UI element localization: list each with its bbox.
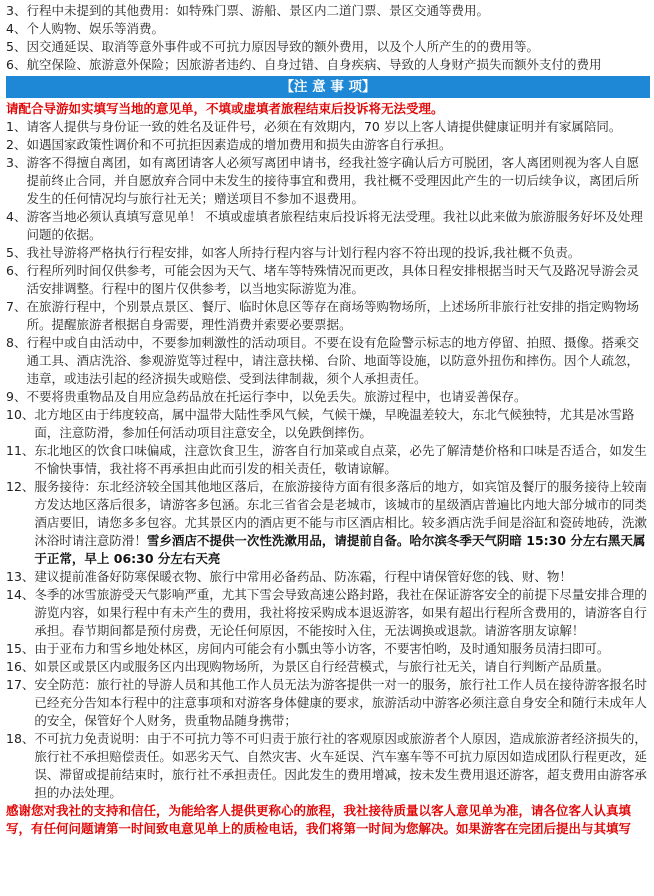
item-text: 东北地区的饮食口味偏咸，注意饮食卫生，游客自行加菜或自点菜，必先了解清楚价格和口味是否适合，如发生不愉快事情，我社将不再承担由此而引发的相关责任，敬请谅解。 <box>34 443 647 476</box>
item-number: 4、 <box>6 209 27 224</box>
list-item <box>6 658 650 676</box>
section-title-banner: 【注 意 事 项】 <box>6 76 650 98</box>
item-number: 13、 <box>6 569 35 584</box>
list-item <box>6 56 650 74</box>
item-text: 我社导游将严格执行行程安排，如客人所持行程内容与计划行程内容不符出现的投诉,我社概不负责。 <box>26 245 581 260</box>
footer-notice: 感谢您对我社的支持和信任，为能给客人提供更称心的旅程，我社接待质量以客人意见单为准，请各位客人认真填写，有任何问题请第一时间致电意见单上的质检电话，我们将第一时间为您解决。如果游客在完团后提出与其填写 <box>6 803 632 836</box>
list-item <box>6 298 650 334</box>
excluded-costs-list <box>6 2 650 74</box>
item-number: 7、 <box>6 299 27 314</box>
item-number: 15、 <box>6 641 35 656</box>
list-item <box>6 730 650 802</box>
list-item <box>6 118 650 136</box>
list-item <box>6 2 650 20</box>
item-text: 因交通延误、取消等意外事件或不可抗力原因导致的额外费用，以及个人所产生的的费用等。 <box>26 39 539 54</box>
item-text: 行程中或自由活动中，不要参加刺激性的活动项目。不要在设有危险警示标志的地方停留、拍照、摄像。搭乘交通工具、酒店洗浴、参观游览等过程中，请注意扶梯、台阶、地面等设施，以防意外扭伤和摔伤。因个人疏忽，违章，或违法引起的经济损失或赔偿、受到法律制裁，须个人承担责任。 <box>26 335 639 386</box>
item-text: 游客当地必须认真填写意见单！ 不填或虚填者旅程结束后投诉将无法受理。我社以此来做为旅游服务好坏及处理问题的依据。 <box>26 209 643 242</box>
item-number: 1、 <box>6 119 27 134</box>
item-number: 14、 <box>6 587 35 602</box>
item-text: 安全防范：旅行社的导游人员和其他工作人员无法为游客提供一对一的服务，旅行社工作人员在接待游客报名时已经充分告知本行程中的注意事项和对游客身体健康的要求，旅游活动中游客必须注意自身安全和随行未成年人的安全，保管好个人财务，贵重物品随身携带； <box>34 677 647 728</box>
list-item <box>6 38 650 56</box>
list-item <box>6 388 650 406</box>
item-text: 游客不得擅自离团，如有离团请客人必须写离团申请书，经我社签字确认后方可脱团，客人离团则视为客人自愿提前终止合同，并自愿放弃合同中未发生的接待事宜和费用，我社概不受理因此产生的一切后续争议，离团后所发生的任何情况均与旅行社无关；赠送项目不参加不退费用。 <box>26 155 639 206</box>
list-item <box>6 406 650 442</box>
list-item <box>6 478 650 568</box>
item-number: 11、 <box>6 443 35 458</box>
item-text: 北方地区由于纬度较高，属中温带大陆性季风气候，气候干燥，早晚温差较大，东北气候独特，尤其是冰雪路面，注意防滑，参加任何活动项目注意安全，以免跌倒摔伤。 <box>34 407 635 440</box>
item-text <box>34 478 650 568</box>
item-number: 5、 <box>6 245 27 260</box>
item-text: 行程中未提到的其他费用：如特殊门票、游船、景区内二道门票、景区交通等费用。 <box>26 3 489 18</box>
item-number: 5、 <box>6 39 27 54</box>
item-text: 航空保险、旅游意外保险；因旅游者违约、自身过错、自身疾病、导致的人身财产损失而额外支付的费用 <box>26 57 602 72</box>
item-text: 行程所列时间仅供参考，可能会因为天气、堵车等特殊情况而更改，具体日程安排根据当时天气及路况导游会灵活安排调整。行程中的图片仅供参考，以当地实际游览为准。 <box>26 263 639 296</box>
item-number: 17、 <box>6 677 35 692</box>
item-text: 冬季的冰雪旅游受天气影响严重，尤其下雪会导致高速公路封路，我社在保证游客安全的前提下尽量安排合理的游览内容，如果行程中有未产生的费用，我社将按采购成本退返游客，如果有超出行程所含费用的，请游客自行承担。春节期间都是预付房费，无论任何原因，不能按时入住，无法调换或退款。请游客朋友谅解！ <box>34 587 647 638</box>
item-text: 个人购物、娱乐等消费。 <box>26 21 164 36</box>
item-text: 在旅游行程中，个别景点景区、餐厅、临时休息区等存在商场等购物场所，上述场所非旅行社安排的指定购物场所。提醒旅游者根据自身需要，理性消费并索要必要票据。 <box>26 299 639 332</box>
list-item <box>6 20 650 38</box>
item-number: 6、 <box>6 57 27 72</box>
item-text: 由于亚布力和雪乡地处林区，房间内可能会有小瓢虫等小访客，不要害怕哟，及时通知服务员清扫即可。 <box>34 641 610 656</box>
item-number: 9、 <box>6 389 27 404</box>
item-text: 不要将贵重物品及自用应急药品放在托运行李中，以免丢失。旅游过程中，也请妥善保存。 <box>26 389 527 404</box>
notes-list <box>6 118 650 802</box>
item-text: 请客人提供与身份证一致的姓名及证件号，必须在有效期内，70 岁以上客人请提供健康证明并有家属陪同。 <box>26 119 622 134</box>
item-number: 2、 <box>6 137 27 152</box>
list-item <box>6 154 650 208</box>
item-number: 4、 <box>6 21 27 36</box>
list-item <box>6 244 650 262</box>
item-text-main: 服务接待：东北经济较全国其他地区落后，在旅游接待方面有很多落后的地方，如宾馆及餐厅的服务接待上较南方发达地区落后很多，请游客多包涵。东北三省省会是老城市，该城市的星级酒店普遍比内地大部分城市的同类酒店要旧，请您多多包容。尤其景区内的酒店更不能与市区酒店相比。较多酒店洗手间是浴缸和瓷砖地砖，洗漱沐浴时请注意防滑！ <box>34 479 647 548</box>
item-text: 建议提前准备好防寒保暖衣物、旅行中常用必备药品、防冻霜，行程中请保管好您的钱、财、物！ <box>34 569 572 584</box>
list-item <box>6 640 650 658</box>
item-number: 16、 <box>6 659 35 674</box>
item-number: 10、 <box>6 407 35 422</box>
item-number: 18、 <box>6 731 35 746</box>
list-item <box>6 136 650 154</box>
item-number: 6、 <box>6 263 27 278</box>
list-item <box>6 676 650 730</box>
item-number: 8、 <box>6 335 27 350</box>
item-text: 如景区或景区内或服务区内出现购物场所，为景区自行经营模式，与旅行社无关，请自行判断产品质量。 <box>34 659 610 674</box>
item-number: 12、 <box>6 479 35 494</box>
list-item <box>6 208 650 244</box>
list-item <box>6 586 650 640</box>
list-item <box>6 334 650 388</box>
item-text: 如遇国家政策性调价和不可抗拒因素造成的增加费用和损失由游客自行承担。 <box>26 137 452 152</box>
item-text: 不可抗力免责说明：由于不可抗力等不可归责于旅行社的客观原因或旅游者个人原因，造成旅游者经济损失的，旅行社不承担赔偿责任。如恶劣天气、自然灾害、火车延误、汽车塞车等不可抗力原因如造成团队行程更改，延误、滞留或提前结束时，旅行社不承担责任。因此发生的费用增减，按未发生费用退还游客，超支费用由游客承担的办法处理。 <box>34 731 647 800</box>
list-item <box>6 442 650 478</box>
notice-text: 请配合导游如实填写当地的意见单，不填或虚填者旅程结束后投诉将无法受理。 <box>6 101 444 116</box>
item-text-bold-tail: 雪乡酒店不提供一次性洗漱用品，请提前自备。哈尔滨冬季天气阴暗 15:30 分左右黑天属于正常，早上 06:30 分左右天亮 <box>34 533 646 566</box>
item-number: 3、 <box>6 155 27 170</box>
list-item <box>6 262 650 298</box>
item-number: 3、 <box>6 3 27 18</box>
list-item <box>6 568 650 586</box>
